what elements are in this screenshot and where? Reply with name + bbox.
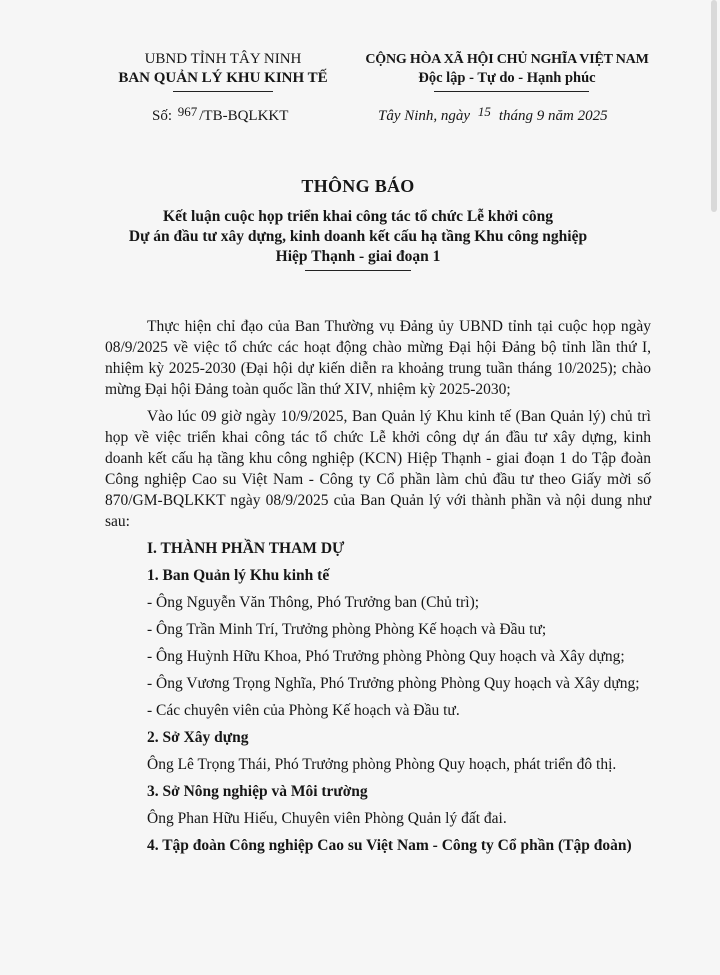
participant-item: - Ông Vương Trọng Nghĩa, Phó Trưởng phòng Phòng Quy hoạch và Xây dựng; [147,675,640,692]
participant-item: - Ông Huỳnh Hữu Khoa, Phó Trưởng phòng Phòng Quy hoạch và Xây dựng; [147,648,625,665]
agency-parent: UBND TỈNH TÂY NINH [144,51,302,67]
participant-item: Ông Lê Trọng Thái, Phó Trưởng phòng Phòng Quy hoạch, phát triển đô thị. [147,756,617,773]
participant-item: - Ông Trần Minh Trí, Trưởng phòng Phòng Kế hoạch và Đầu tư; [147,621,547,638]
paragraph-meeting: Vào lúc 09 giờ ngày 10/9/2025, Ban Quản lý Khu kinh tế (Ban Quản lý) chủ trì họp về việc triển khai công tác tổ chức Lễ khởi công dự án đầu tư xây dựng, kinh doanh kết cấu hạ tầng khu công nghiệp (KCN) Hiệp Thạnh - giai đoạn 1 do Tập đoàn Công nghiệp Cao su Việt Nam - Công ty Cổ phần làm chủ đầu tư theo Giấy mời số 870/GM-BQLKKT ngày 08/9/2025 của Ban Quản lý với thành phần và nội dung như sau: [105,408,651,530]
subheading-construction-dept: 2. Sở Xây dựng [147,729,249,746]
paragraph-directive: Thực hiện chỉ đạo của Ban Thường vụ Đảng ủy UBND tỉnh tại cuộc họp ngày 08/9/2025 về việc tổ chức các hoạt động chào mừng Đại hội Đảng bộ tỉnh lần thứ I, nhiệm kỳ 2025-2030 (Đại hội dự kiến diễn ra khoảng trung tuần tháng 10/2025); chào mừng Đại hội Đảng toàn quốc lần thứ XIV, nhiệm kỳ 2025-2030; [105,318,651,398]
doc-number-prefix: Số: [152,108,173,124]
date-line [378,104,608,125]
issuing-agency [88,50,358,88]
agency-underline [173,91,273,92]
subheading-management-board: 1. Ban Quản lý Khu kinh tế [147,567,330,584]
subtitle-line-2: Dự án đầu tư xây dựng, kinh doanh kết cấu hạ tầng Khu công nghiệp [128,228,588,245]
doc-number-value: 967 [177,104,198,119]
motto: Độc lập - Tự do - Hạnh phúc [418,70,596,86]
participant-item: Ông Phan Hữu Hiếu, Chuyên viên Phòng Quản lý đất đai. [147,810,507,827]
doc-number-suffix: /TB-BQLKKT [199,108,289,124]
subtitle-line-1: Kết luận cuộc họp triển khai công tác tổ chức Lễ khởi công [163,208,553,225]
document-number [152,104,289,125]
scrollbar-thumb[interactable] [711,0,717,212]
subheading-agriculture-dept: 3. Sở Nông nghiệp và Môi trường [147,783,368,800]
date-suffix: tháng 9 năm 2025 [498,108,608,124]
date-prefix: Tây Ninh, ngày [378,108,471,124]
subtitle-underline [305,270,411,271]
national-motto [352,50,662,88]
document-title: THÔNG BÁO [301,176,415,196]
nation-name: CỘNG HÒA XÃ HỘI CHỦ NGHĨA VIỆT NAM [365,52,649,67]
agency-name: BAN QUẢN LÝ KHU KINH TẾ [118,70,328,86]
motto-underline [434,91,589,92]
participant-item: - Ông Nguyễn Văn Thông, Phó Trưởng ban (Chủ trì); [147,594,480,611]
document-subtitle [0,207,716,267]
participant-item: - Các chuyên viên của Phòng Kế hoạch và Đầu tư. [147,702,460,719]
subheading-rubber-group: 4. Tập đoàn Công nghiệp Cao su Việt Nam - Công ty Cổ phần (Tập đoàn) [147,837,632,854]
section-heading-participants: I. THÀNH PHẦN THAM DỰ [147,540,345,557]
document-body [105,316,651,862]
date-day: 15 [477,104,491,119]
subtitle-line-3: Hiệp Thạnh - giai đoạn 1 [275,248,441,265]
